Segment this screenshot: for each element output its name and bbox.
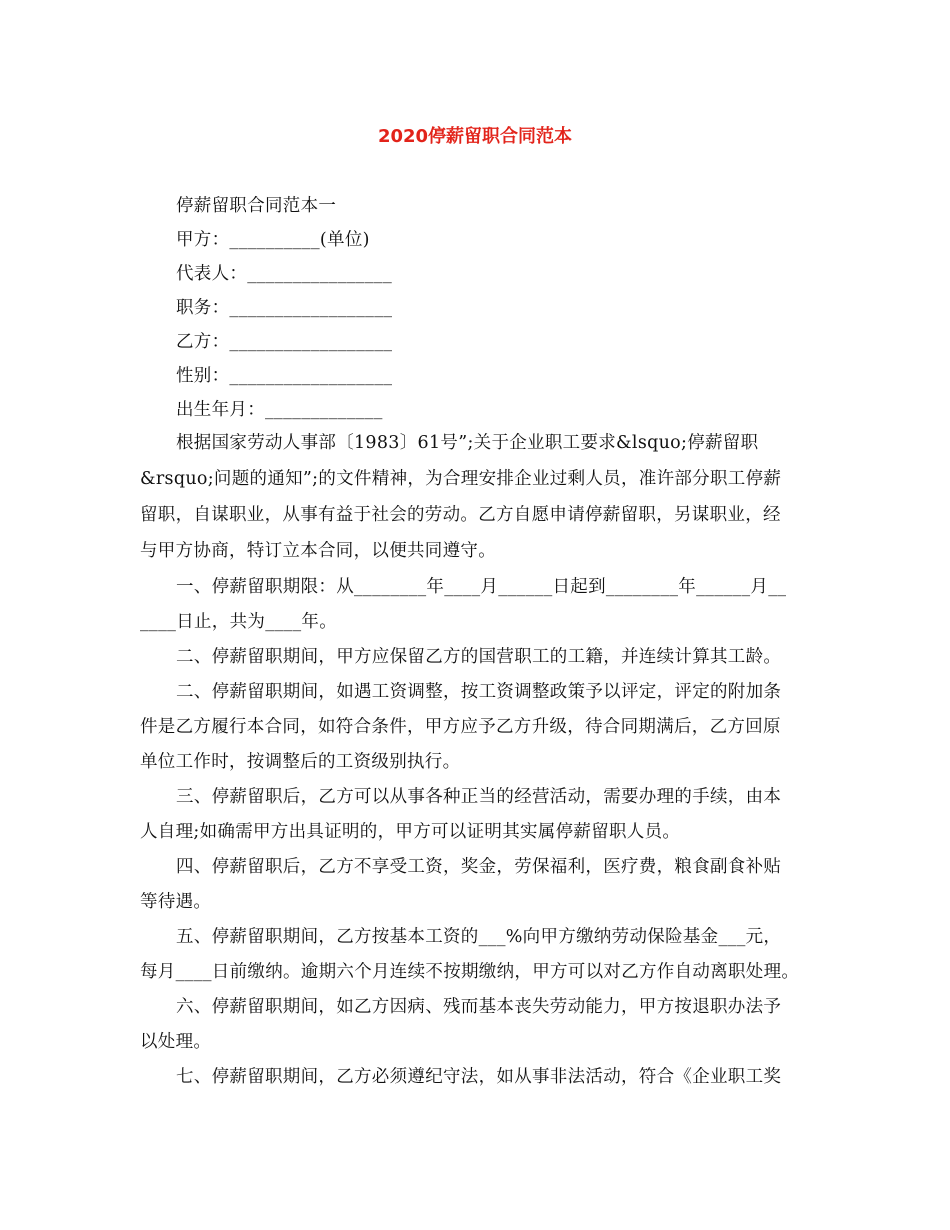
paragraph-line: 六、停薪留职期间，如乙方因病、残而基本丧失劳动能力，甲方按退职办法予: [176, 997, 782, 1017]
paragraph-line: &rsquo;问题的通知”;的文件精神，为合理安排企业过剩人员，准许部分职工停薪: [140, 469, 782, 489]
paragraph-line: 人自理;如确需甲方出具证明的，甲方可以证明其实属停薪留职人员。: [140, 822, 681, 842]
paragraph-line: 每月____日前缴纳。逾期六个月连续不按期缴纳，甲方可以对乙方作自动离职处理。: [140, 962, 800, 982]
paragraph-line: 一、停薪留职期限：从________年____月______日起到________年______月__: [176, 577, 787, 597]
paragraph-line: 三、停薪留职后，乙方可以从事各种正当的经营活动，需要办理的手续，由本: [176, 787, 782, 807]
paragraph-line: 单位工作时，按调整后的工资级别执行。: [140, 752, 461, 772]
paragraph-line: 根据国家劳动人事部〔1983〕61号”;关于企业职工要求&lsquo;停薪留职: [176, 433, 759, 453]
paragraph-line: 五、停薪留职期间，乙方按基本工资的___%向甲方缴纳劳动保险基金___元，: [176, 927, 782, 947]
paragraph-line: 四、停薪留职后，乙方不享受工资，奖金，劳保福利，医疗费，粮食副食补贴: [176, 857, 782, 877]
paragraph-line: 与甲方协商，特订立本合同，以便共同遵守。: [140, 541, 496, 561]
field-representative: 代表人：________________: [176, 264, 392, 284]
paragraph-line: 二、停薪留职期间，如遇工资调整，按工资调整政策予以评定，评定的附加条: [176, 682, 782, 702]
paragraph-line: 等待遇。: [140, 892, 212, 912]
paragraph-line: 留职，自谋职业，从事有益于社会的劳动。乙方自愿申请停薪留职，另谋职业，经: [140, 505, 781, 525]
paragraph-line: 件是乙方履行本合同，如符合条件，甲方应予乙方升级，待合同期满后，乙方回原: [140, 717, 781, 737]
paragraph-line: 以处理。: [140, 1032, 212, 1052]
document-title: 2020停薪留职合同范本: [377, 126, 573, 147]
field-party-b: 乙方：__________________: [176, 332, 393, 352]
field-gender: 性别：__________________: [176, 366, 393, 386]
field-position: 职务：__________________: [176, 298, 393, 318]
paragraph-line: ____日止，共为____年。: [140, 612, 337, 632]
paragraph-line: 七、停薪留职期间，乙方必须遵纪守法，如从事非法活动，符合《企业职工奖: [176, 1067, 782, 1087]
field-party-a: 甲方：__________(单位): [176, 230, 370, 250]
paragraph-line: 二、停薪留职期间，甲方应保留乙方的国营职工的工籍，并连续计算其工龄。: [176, 647, 782, 667]
field-birth-date: 出生年月：_____________: [176, 400, 383, 420]
section-heading: 停薪留职合同范本一: [176, 196, 337, 216]
